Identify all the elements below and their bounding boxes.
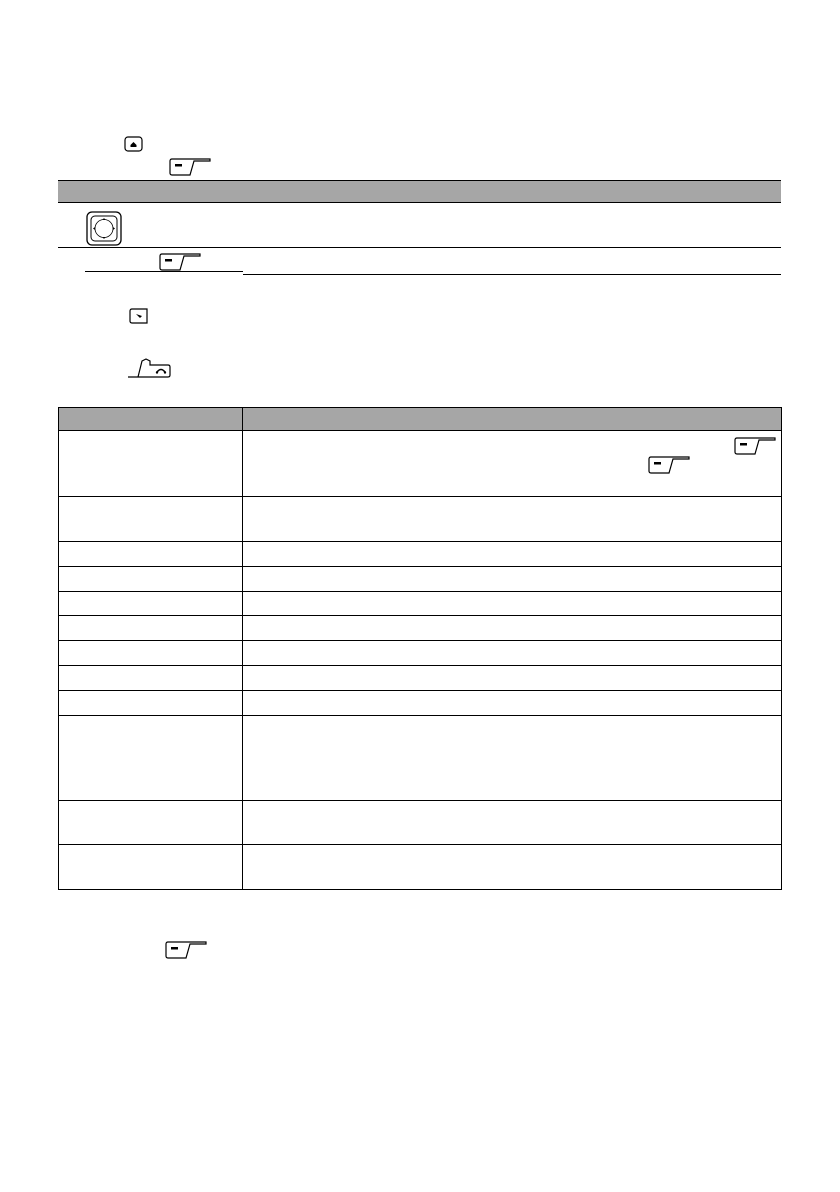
table-cell [59,801,243,845]
table-header-cell [59,408,243,431]
right-soft-key-icon [162,938,210,962]
table-cell [243,431,782,497]
table-row [59,497,782,542]
options-table-header [58,180,781,203]
table-cell [243,542,782,567]
table-row [59,431,782,497]
table-cell [243,641,782,666]
table-cell [59,691,243,716]
table-cell [243,592,782,616]
table-cell [243,716,782,801]
table-row [59,641,782,666]
right-soft-key-icon [645,453,693,477]
cell-underline [85,271,243,272]
table-cell [59,641,243,666]
table-row [59,542,782,567]
table-cell [59,542,243,567]
table-cell [59,431,243,497]
table-row [59,592,782,616]
navigation-key-icon [86,211,123,247]
table-row [59,691,782,716]
home-key-icon [124,136,144,153]
end-call-key-icon [126,355,174,381]
table-row [59,801,782,845]
table-row [59,616,782,641]
table-row [59,666,782,691]
table-cell [243,616,782,641]
table-row [59,845,782,890]
table-row [59,716,782,801]
table-cell [243,845,782,890]
spec-table [58,407,782,890]
table-header-cell [243,408,782,431]
table-cell [243,691,782,716]
table-cell [59,497,243,542]
table-cell [243,666,782,691]
table-cell [243,801,782,845]
table-header-row [59,408,782,431]
back-key-icon [127,306,151,326]
table-row [59,567,782,592]
table-cell [59,666,243,691]
table-cell [59,845,243,890]
table-cell [243,567,782,592]
table-cell [59,567,243,592]
table-cell [59,592,243,616]
table-cell [59,616,243,641]
table-cell [59,716,243,801]
table-cell [243,497,782,542]
row-divider [243,274,781,275]
right-soft-key-icon [731,434,779,458]
row-divider [58,247,781,248]
right-soft-key-icon [166,155,214,179]
